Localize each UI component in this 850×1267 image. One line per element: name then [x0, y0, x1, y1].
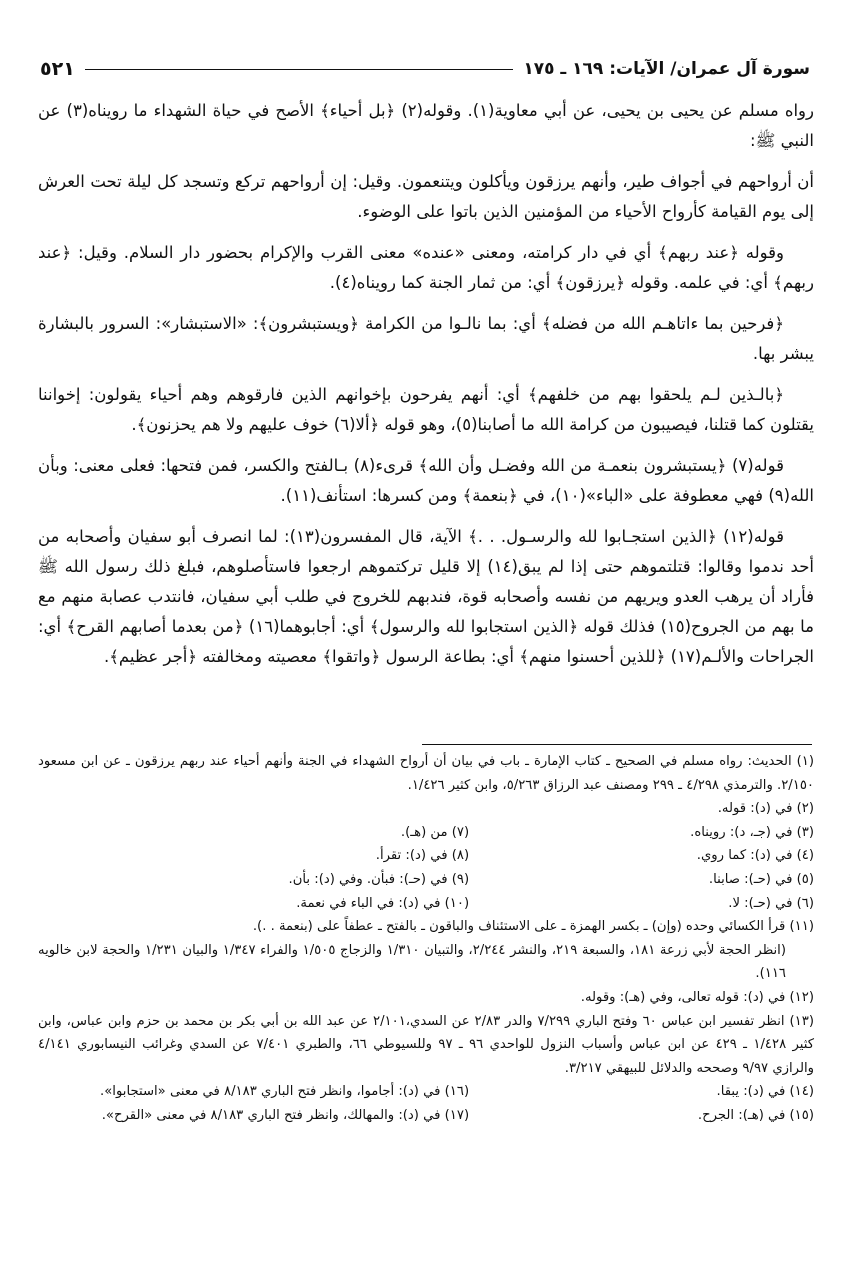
page-number: ٥٢١ — [40, 58, 75, 80]
paragraph: أن أرواحهم في أجواف طير، وأنهم يرزقون ويأكلون ويتنعمون. وقيل: إن أرواحهم تركع وتسجد كل ليلة تحت العرش إلى يوم القيامة كأرواح الأحياء من المؤمنين الذين باتوا على الوضوء. — [38, 172, 814, 221]
footnote: (١٠) في (د): في الباء في نعمة. — [296, 895, 470, 911]
footnote: (١٧) في (د): والمهالك، وانظر فتح الباري ٨/١٨٣ في معنى «القرح». — [101, 1107, 470, 1123]
footnote: (١٦) في (د): أجاموا، وانظر فتح الباري ٨/١٨٣ في معنى «استجابوا». — [100, 1084, 470, 1100]
footnote-continuation: (انظر الحجة لأبي زرعة ١٨١، والسبعة ٢١٩، والنشر ٢/٢٤٤، والتبيان ١/٣١٠ والزجاج ١/٥٠٥ والفراء ١/٣٤٧ والبيان ١/٢٣١ والحجة لابن خالويه ١١٦). — [38, 942, 786, 982]
page-header — [40, 52, 810, 86]
footnote: (١) الحديث: رواه مسلم في الصحيح ـ كتاب الإمارة ـ باب في بيان أن أرواح الشهداء في الجنة وأنهم أحياء عند ربهم يرزقون ـ عن ابن مسعود ٢/١٥٠. والترمذي ٤/٢٩٨ ـ ٢٩٩ ومصنف عبد الرزاق ٥/٢٦٣، وابن كثير ١/٤٢٦. — [38, 754, 814, 793]
footnote-row — [38, 892, 814, 916]
footnote: (٧) من (هـ). — [400, 824, 470, 840]
paragraph: رواه مسلم عن يحيى بن يحيى، عن أبي معاوية(١). وقوله(٢) ﴿بل أحياء﴾ الأصح في حياة الشهداء ما رويناه(٣) عن النبي ﷺ: — [38, 101, 814, 150]
footnote-row — [38, 844, 814, 868]
footnote: (٨) في (د): تقرأ. — [375, 848, 470, 864]
footnote-row — [38, 1104, 814, 1128]
paragraph: قوله(٧) ﴿يستبشرون بنعمـة من الله وفضـل وأن الله﴾ قرىء(٨) بـالفتح والكسر، فمن فتحها: فعلى معنى: وبأن الله(٩) فهي معطوفة على «الباء»(١٠)، في ﴿بنعمة﴾ ومن كسرها: استأنف(١١). — [38, 456, 814, 505]
footnote: (٣) في (جـ، د): رويناه. — [690, 824, 814, 840]
footnote: (٦) في (حـ): لا. — [728, 895, 814, 911]
footnote: (٥) في (حـ): صابنا. — [708, 871, 814, 887]
footnote: (١٥) في (هـ): الجرح. — [697, 1107, 814, 1123]
footnote: (٢) في (د): قوله. — [717, 801, 814, 817]
footnote: (١١) قرأ الكسائي وحده (وإن) ـ بكسر الهمزة ـ على الاستئناف والباقون ـ بالفتح ـ عطفاً على (بنعمة . .). — [252, 919, 814, 935]
header-rule — [85, 69, 514, 70]
footnote: (٩) في (حـ): فبأن. وفي (د): بأن. — [288, 871, 470, 887]
footnote: (١٤) في (د): يبقا. — [716, 1084, 814, 1100]
footnote-row — [38, 1080, 814, 1104]
footnotes — [38, 750, 814, 1128]
footnote: (١٣) انظر تفسير ابن عباس ٦٠ وفتح الباري ٧/٢٩٩ والدر ٢/٨٣ عن السدي،٢/١٠١ عن عبد الله بن أبي بكر بن محمد بن حزم وابن عباس، وابن كثير ١/٤٢٨ ـ ٤٢٩ عن ابن عباس وأسباب النزول للواحدي ٩٦ ـ ٩٧ وللسيوطي ٦٦، والطبري ٧/٤٠١ عن السدي وغرائب النيسابوري ٤/١٤١ والرازي ٩/٩٧ وصححه والدلائل للبيهقي ٣/٢١٧. — [38, 1013, 815, 1076]
footnote-row — [38, 868, 814, 892]
paragraph: ﴿فرحين بما ءاتاهـم الله من فضله﴾ أي: بما نالـوا من الكرامة ﴿ويستبشرون﴾: «الاستبشار»: السرور بالبشارة يبشر بها. — [38, 314, 814, 363]
paragraph: قوله(١٢) ﴿الذين استجـابوا لله والرسـول. . .﴾ الآية، قال المفسرون(١٣): لما انصرف أبو سفيان وأصحابه من أحد ندموا وقالوا: قتلتموهم حتى إذا لم يبق(١٤) إلا قليل تركتموهم ارجعوا فاستأصلوهم، فبلغ ذلك رسول الله ﷺ فأراد أن يرهب العدو ويريهم من نفسه وأصحابه قوة، فندبهم للخروج في طلب أبي سفيان، فانتدب عصابة منهم مع ما بهم من الجروح(١٥) فذلك قوله ﴿الذين استجابوا لله والرسول﴾ أي: أجابوهما(١٦) ﴿من بعدما أصابهم القرح﴾ أي: الجراحات والألـم(١٧) ﴿للذين أحسنوا منهم﴾ أي: بطاعة الرسول ﴿واتقوا﴾ معصيته ومخالفته ﴿أجر عظيم﴾. — [38, 527, 814, 666]
footnote: (٤) في (د): كما روي. — [696, 848, 814, 864]
main-text — [38, 96, 814, 683]
footnote-separator — [422, 744, 812, 745]
surah-title: سورة آل عمران/ الآيات: ١٦٩ ـ ١٧٥ — [523, 59, 810, 79]
footnote-row — [38, 821, 814, 845]
paragraph: ﴿بالـذين لـم يلحقوا بهم من خلفهم﴾ أي: أنهم يفرحون بإخوانهم الذين فارقوهم وهم أحياء يقولون: إخواننا يقتلون كما قتلنا، فيصيبون من كرامة الله ما أصابنا(٥)، وهو قوله ﴿ألا(٦) خوف عليهم ولا هم يحزنون﴾. — [38, 385, 814, 434]
paragraph: وقوله ﴿عند ربهم﴾ أي في دار كرامته، ومعنى «عنده» معنى القرب والإكرام بحضور دار السلام. وقيل: ﴿عند ربهم﴾ أي: في علمه. وقوله ﴿يرزقون﴾ أي: من ثمار الجنة كما رويناه(٤). — [38, 243, 814, 292]
footnote: (١٢) في (د): قوله تعالى، وفي (هـ): وقوله. — [580, 989, 814, 1005]
